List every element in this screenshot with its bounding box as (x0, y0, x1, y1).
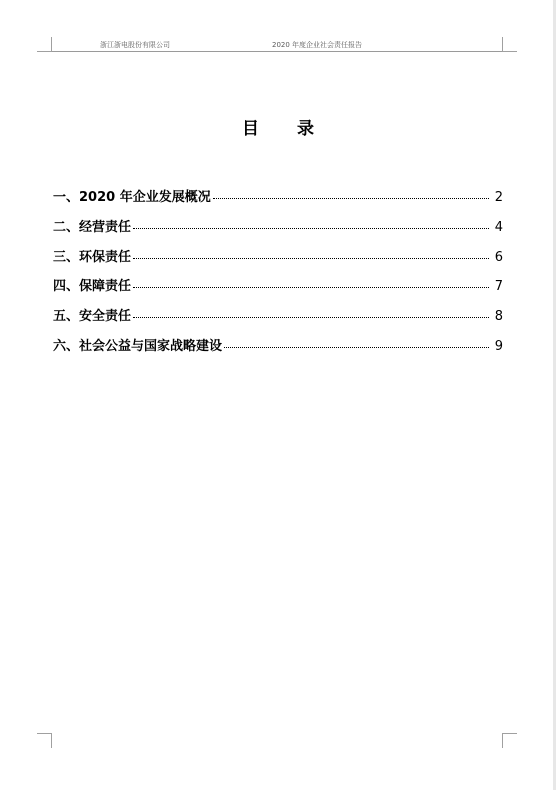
toc-entry-page: 2 (494, 190, 503, 205)
toc-entry-label: 五、安全责任 (53, 309, 132, 325)
toc-entry[interactable] (53, 186, 503, 216)
table-of-contents (53, 186, 503, 365)
toc-entry-page: 8 (494, 309, 503, 325)
toc-dot-leader (213, 197, 489, 199)
toc-dot-leader (133, 286, 489, 288)
toc-entry[interactable] (53, 305, 503, 335)
toc-entry[interactable] (53, 335, 503, 365)
corner-mark-bottom-left (37, 733, 52, 748)
corner-mark-top-left (37, 37, 52, 52)
toc-entry[interactable] (53, 216, 503, 246)
toc-entry-page: 9 (494, 338, 503, 354)
toc-entry[interactable] (53, 275, 503, 305)
toc-dot-leader (224, 346, 489, 348)
toc-entry-page: 7 (494, 279, 503, 295)
header-divider (52, 51, 502, 52)
corner-mark-bottom-right (502, 733, 517, 748)
toc-entry-label: 二、经营责任 (53, 219, 132, 235)
header-company-name: 浙江浙电股份有限公司 (100, 41, 170, 49)
toc-entry-label: 四、保障责任 (53, 279, 132, 295)
toc-dot-leader (133, 257, 489, 259)
corner-mark-top-right (502, 37, 517, 52)
header-report-title: 2020 年度企业社会责任报告 (272, 41, 363, 49)
page-header (52, 36, 502, 52)
toc-dot-leader (133, 227, 489, 229)
toc-entry-label: 一、2020 年企业发展概况 (53, 190, 211, 205)
toc-entry-page: 4 (494, 219, 503, 235)
toc-entry-label: 三、环保责任 (53, 249, 132, 265)
page-title: 目录 (242, 119, 352, 139)
toc-entry-label: 六、社会公益与国家战略建设 (53, 338, 223, 354)
toc-dot-leader (133, 316, 489, 318)
toc-entry-page: 6 (494, 249, 503, 265)
toc-entry[interactable] (53, 246, 503, 276)
